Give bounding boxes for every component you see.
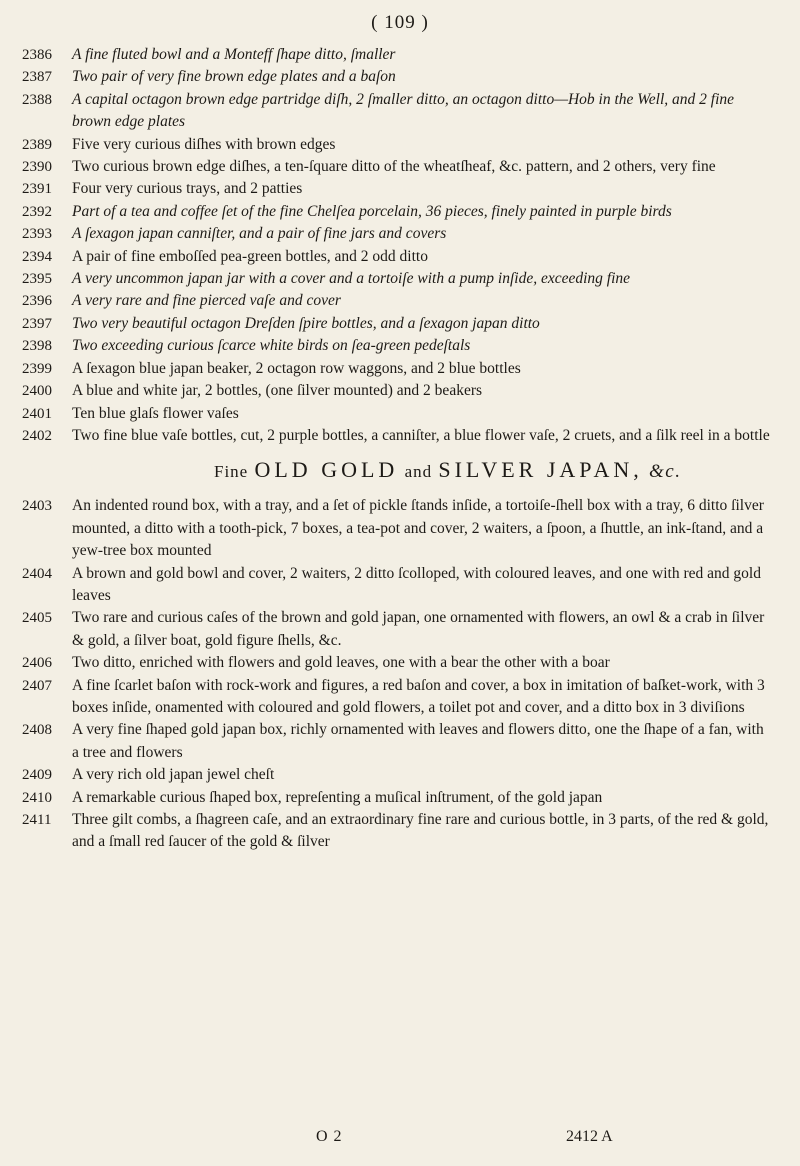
lot-number: 2408 [22,722,52,739]
lot-description: A blue and white jar, 2 bottles, (one ſilver mounted) and 2 beakers [72,382,483,400]
lot-number: 2403 [22,498,52,515]
section-heading-part3: and [404,462,433,482]
lot-description: A remarkable curious ſhaped box, repreſenting a muſical inſtrument, of the gold japan [72,788,603,806]
lot-description: Two fine blue vaſe bottles, cut, 2 purple bottles, a canniſter, a blue flower vaſe, 2 cruets, and a ſilk reel in a bottle [72,426,770,444]
catalogue-entry [0,764,800,786]
lot-description: A ſexagon japan canniſter, and a pair of fine jars and covers [72,225,447,243]
lot-number: 2396 [22,293,52,310]
lot-number: 2388 [22,91,52,108]
catalogue-entry [0,380,800,402]
lot-description: A brown and gold bowl and cover, 2 waiters, 2 ditto ſcolloped, with coloured leaves, and one with red and gold leaves [72,564,761,604]
lot-number: 2395 [22,271,52,288]
lot-number: 2398 [22,338,52,355]
lot-number: 2387 [22,69,52,86]
catalogue-entry [0,44,800,66]
lot-description: Two exceeding curious ſcarce white birds on ſea-green pedeſtals [72,337,471,355]
catalogue-entry [0,268,800,290]
lot-number: 2389 [22,136,52,153]
signature-mark: O 2 [316,1128,343,1145]
catalogue-entry [0,358,800,380]
lot-description: A very rare and fine pierced vaſe and cover [72,292,341,310]
lot-number: 2390 [22,159,52,176]
lot-number: 2393 [22,226,52,243]
catalogue-entry [0,425,800,447]
lot-number: 2410 [22,789,52,806]
lot-description: Two curious brown edge diſhes, a ten-ſquare ditto of the wheatſheaf, &c. pattern, and 2 others, very fine [72,158,716,176]
catalogue-entry [0,201,800,223]
entries-after-list [0,495,800,854]
catalogue-entry [0,719,800,764]
lot-description: A pair of fine emboſſed pea-green bottles, and 2 odd ditto [72,247,428,265]
lot-description: A ſexagon blue japan beaker, 2 octagon row waggons, and 2 blue bottles [72,359,521,377]
lot-number: 2409 [22,767,52,784]
catalogue-entry [0,563,800,608]
section-heading-part5: &c. [649,461,682,483]
catalogue-entry [0,607,800,652]
lot-number: 2397 [22,315,52,332]
lot-description: A fine fluted bowl and a Monteff ſhape ditto, ſmaller [72,46,396,63]
section-heading [0,455,800,487]
catalogue-entry [0,787,800,809]
lot-description: A very rich old japan jewel cheſt [72,766,275,784]
catalogue-entry [0,652,800,674]
lot-number: 2405 [22,610,52,627]
lot-number: 2406 [22,655,52,672]
lot-number: 2402 [22,427,52,444]
catalogue-entry [0,223,800,245]
catalogue-entry [0,66,800,88]
lot-number: 2401 [22,405,52,422]
lot-number: 2394 [22,248,52,265]
lot-description: A capital octagon brown edge partridge diſh, 2 ſmaller ditto, an octagon ditto—Hob in the Well, and 2 fine brown edge plates [72,90,735,131]
lot-description: Ten blue glaſs flower vaſes [72,404,239,422]
catalogue-entry [0,156,800,178]
lot-description: Two ditto, enriched with flowers and gold leaves, one with a bear the other with a boar [72,654,610,672]
catalogue-entry [0,403,800,425]
section-heading-part1: Fine [214,462,249,482]
lot-description: An indented round box, with a tray, and a ſet of pickle ſtands inſide, a tortoiſe-ſhell box with a tray, 6 ditto ſilver mounted, a ditto with a tooth-pick, 7 boxes, a tea-pot and cover, 2 waiters, a ſpoon, a ſhuttle, an ink-ſtand, and a yew-tree box mounted [72,497,764,560]
catalogue-entries [0,44,800,854]
catalogue-entry [0,89,800,134]
lot-description: A very fine ſhaped gold japan box, richly ornamented with leaves and flowers ditto, one the ſhape of a fan, with a tree and flowers [72,721,764,761]
catalogue-entry [0,246,800,268]
lot-description: Two pair of very fine brown edge plates and a baſon [72,68,396,86]
section-heading-part4: SILVER JAPAN, [438,457,643,483]
lot-number: 2392 [22,203,52,220]
lot-description: Five very curious diſhes with brown edges [72,135,336,153]
lot-description: Part of a tea and coffee ſet of the fine Chelſea porcelain, 36 pieces, finely painted in purple birds [72,202,672,220]
entries-before-list [0,44,800,447]
catalogue-entry [0,290,800,312]
catalogue-entry [0,335,800,357]
catalogue-entry [0,134,800,156]
lot-description: Two rare and curious caſes of the brown and gold japan, one ornamented with flowers, an owl & a crab in ſilver & gold, a ſilver boat, gold figure ſhells, &c. [72,609,765,649]
lot-description: Three gilt combs, a ſhagreen caſe, and an extraordinary fine rare and curious bottle, in 3 parts, of the red & gold, and a ſmall red ſaucer of the gold & ſilver [72,811,769,851]
lot-number: 2386 [22,47,52,63]
lot-number: 2407 [22,677,52,694]
lot-description: A very uncommon japan jar with a cover and a tortoiſe with a pump inſide, exceeding fine [72,270,631,288]
section-heading-part2: OLD GOLD [254,457,399,483]
lot-number: 2400 [22,383,52,400]
catalogue-entry [0,675,800,720]
lot-description: Four very curious trays, and 2 patties [72,180,303,198]
lot-number: 2391 [22,181,52,198]
catchword: 2412 A [566,1128,613,1145]
lot-description: Two very beautiful octagon Dreſden ſpire bottles, and a ſexagon japan ditto [72,314,540,332]
catalogue-entry [0,178,800,200]
lot-number: 2404 [22,565,52,582]
lot-number: 2399 [22,360,52,377]
catalogue-entry [0,809,800,854]
lot-number: 2411 [22,812,52,828]
lot-description: A fine ſcarlet baſon with rock-work and figures, a red baſon and cover, a box in imitation of baſket-work, with 3 boxes inſide, onamented with coloured and gold flowers, a toilet pot and cover, and a ditto box in 3 diviſions [72,676,765,716]
catalogue-entry [0,495,800,562]
page-number: ( 109 ) [371,12,429,33]
catalogue-entry [0,313,800,335]
